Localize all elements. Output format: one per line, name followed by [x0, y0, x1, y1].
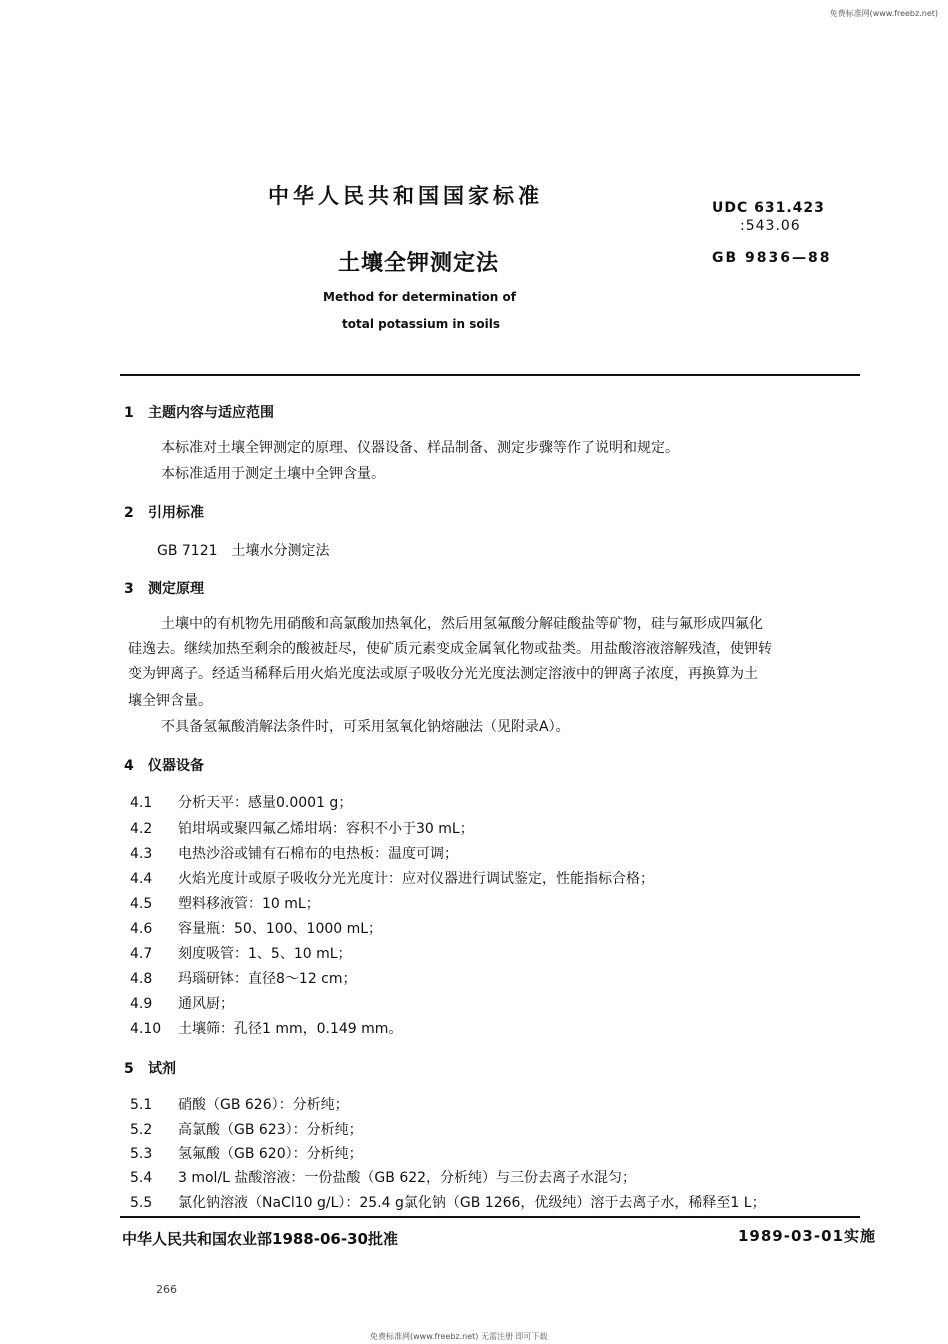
section-title: 测定原理 — [148, 581, 204, 597]
section-3-line-3: 变为钾离子。经适当稀释后用火焰光度法或原子吸收分光光度法测定溶液中的钾离子浓度，再换算为土 — [128, 666, 758, 682]
section-4-heading — [124, 755, 204, 775]
section-3-line-2: 硅逸去。继续加热至剩余的酸被赶尽，使矿质元素变成金属氧化物或盐类。用盐酸溶液溶解残渣，使钾转 — [128, 641, 772, 657]
list-item — [130, 893, 320, 913]
section-1-paragraph-2: 本标准适用于测定土壤中全钾含量。 — [161, 466, 385, 482]
item-number: 4.4 — [130, 871, 153, 887]
list-item — [130, 918, 382, 938]
list-item — [130, 792, 352, 812]
section-number: 2 — [124, 505, 134, 521]
list-item — [130, 943, 352, 963]
section-1-heading — [124, 402, 274, 422]
item-number: 4.1 — [130, 795, 153, 811]
item-text: 分析天平：感量0.0001 g； — [178, 795, 353, 811]
item-text: 氯化钠溶液（NaCl10 g/L）：25.4 g氯化钠（GB 1266，优级纯）溶于去离子水，稀释至1 L； — [178, 1195, 766, 1211]
item-number: 4.9 — [130, 996, 153, 1012]
item-number: 4.10 — [130, 1021, 162, 1037]
watermark-bottom: 免费标准网(www.freebz.net) 无需注册 即可下载 — [370, 1332, 548, 1341]
list-item — [130, 868, 654, 888]
document-title: 土壤全钾测定法 — [338, 251, 500, 276]
item-number: 5.1 — [130, 1097, 153, 1113]
item-number: 4.5 — [130, 896, 153, 912]
section-3-line-1: 土壤中的有机物先用硝酸和高氯酸加热氧化，然后用氢氟酸分解硅酸盐等矿物，硅与氟形成四氟化 — [161, 616, 763, 632]
section-3-line-4: 壤全钾含量。 — [128, 693, 212, 709]
english-title-line2: total potassium in soils — [342, 317, 500, 331]
item-text: 容量瓶：50、100、1000 mL； — [178, 921, 383, 937]
item-number: 4.3 — [130, 846, 153, 862]
list-item — [130, 1167, 636, 1187]
section-title: 试剂 — [148, 1061, 176, 1077]
item-text: 硝酸（GB 626）：分析纯； — [178, 1097, 349, 1113]
section-3-paragraph-2: 不具备氢氟酸消解法条件时，可采用氢氧化钠熔融法（见附录A）。 — [161, 719, 570, 735]
item-text: 铂坩埚或聚四氟乙烯坩埚：容积不小于30 mL； — [178, 821, 474, 837]
section-number: 1 — [124, 405, 134, 421]
section-title: 主题内容与适应范围 — [148, 405, 274, 421]
item-text: 氢氟酸（GB 620）：分析纯； — [178, 1146, 363, 1162]
item-number: 4.7 — [130, 946, 153, 962]
item-number: 4.6 — [130, 921, 153, 937]
list-item — [130, 1094, 349, 1114]
list-item — [130, 1143, 363, 1163]
item-number: 4.2 — [130, 821, 153, 837]
item-text: 电热沙浴或铺有石棉布的电热板：温度可调； — [178, 846, 458, 862]
section-title: 仪器设备 — [148, 758, 204, 774]
list-item — [130, 1018, 402, 1038]
item-number: 5.3 — [130, 1146, 153, 1162]
udc-code: UDC 631.423 — [712, 200, 825, 216]
item-number: 5.2 — [130, 1122, 153, 1138]
item-text: 火焰光度计或原子吸收分光光度计：应对仪器进行调试鉴定，性能指标合格； — [178, 871, 654, 887]
section-2-heading — [124, 502, 204, 522]
approval-line: 中华人民共和国农业部1988-06-30批准 — [122, 1230, 398, 1248]
item-text: 高氯酸（GB 623）：分析纯； — [178, 1122, 363, 1138]
list-item — [130, 1192, 766, 1212]
list-item — [130, 818, 474, 838]
section-number: 3 — [124, 581, 134, 597]
page-number: 266 — [156, 1283, 177, 1296]
header-divider — [120, 374, 860, 376]
item-number: 5.4 — [130, 1170, 153, 1186]
section-3-heading — [124, 578, 204, 598]
item-text: 通风厨； — [178, 996, 234, 1012]
list-item — [130, 993, 234, 1013]
item-text: 塑料移液管：10 mL； — [178, 896, 320, 912]
item-text: 刻度吸管：1、5、10 mL； — [178, 946, 352, 962]
english-title-line1: Method for determination of — [323, 290, 516, 304]
section-5-heading — [124, 1058, 176, 1078]
footer-divider — [120, 1216, 860, 1218]
list-item — [130, 1119, 363, 1139]
section-number: 4 — [124, 758, 134, 774]
list-item — [130, 968, 357, 988]
item-text: 土壤筛：孔径1 mm，0.149 mm。 — [178, 1021, 403, 1037]
item-text: 3 mol/L 盐酸溶液：一份盐酸（GB 622，分析纯）与三份去离子水混匀； — [178, 1170, 637, 1186]
section-1-paragraph-1: 本标准对土壤全钾测定的原理、仪器设备、样品制备、测定步骤等作了说明和规定。 — [161, 440, 679, 456]
list-item — [130, 843, 458, 863]
udc-code-continued: :543.06 — [740, 218, 801, 234]
implementation-date: 1989-03-01实施 — [738, 1227, 876, 1245]
section-number: 5 — [124, 1061, 134, 1077]
referenced-standard: GB 7121 土壤水分测定法 — [157, 543, 330, 559]
gb-number: GB 9836—88 — [712, 250, 832, 266]
item-text: 玛瑙研钵：直径8～12 cm； — [178, 971, 357, 987]
item-number: 5.5 — [130, 1195, 153, 1211]
section-title: 引用标准 — [148, 505, 204, 521]
item-number: 4.8 — [130, 971, 153, 987]
standard-title: 中华人民共和国国家标准 — [268, 184, 543, 208]
watermark-top: 免费标准网(www.freebz.net) — [829, 9, 938, 18]
